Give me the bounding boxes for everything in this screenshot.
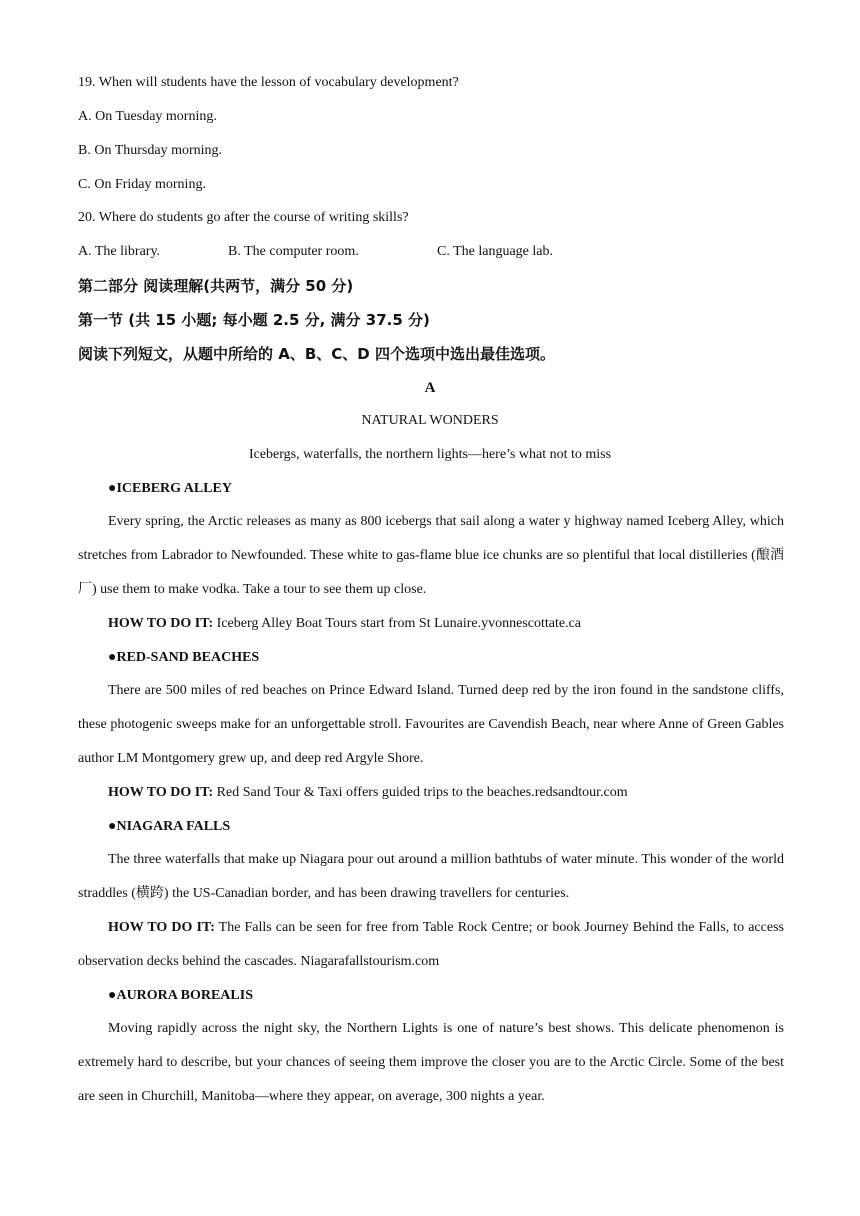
section-body: Moving rapidly across the night sky, the Northern Lights is one of nature’s best shows. This delicate phenomenon is extremely hard to describe, but your chances of seeing them improve the closer you are to the Arctic Circle. Some of the best are seen in Churchill, Manitoba—where they appear, on average, 300 nights a year. [78, 1021, 784, 1104]
how-to-text: Iceberg Alley Boat Tours start from St Lunaire.yvonnescottate.ca [213, 616, 582, 631]
part2-title: 第二部分 阅读理解(共两节，满分 50 分) [78, 277, 354, 295]
passage-letter: A [424, 380, 436, 396]
how-to-label: HOW TO DO IT: [108, 785, 214, 800]
passage-title: NATURAL WONDERS [361, 413, 499, 428]
section-body: The three waterfalls that make up Niagara pour out around a million bathtubs of water minute. This wonder of the world straddles (横跨) the US-Canadian border, and has been drawing travellers for centuries. [78, 852, 784, 901]
how-to-text: The Falls can be seen for free from Table Rock Centre; or book Journey Behind the Falls, to access observation decks behind the cascades. Niagarafallstourism.com [78, 920, 784, 969]
question-19: 19. When will students have the lesson of vocabulary development? [78, 75, 459, 90]
section1-title: 第一节 (共 15 小题; 每小题 2.5 分, 满分 37.5 分) [78, 311, 430, 329]
section-heading: ●AURORA BOREALIS [108, 988, 253, 1003]
section-body: Every spring, the Arctic releases as many as 800 icebergs that sail along a water y highway named Iceberg Alley, which stretches from Labrador to Newfounded. These white to gas-flame blue ice chunks are so plentiful that local distilleries (酿酒厂) use them to make vodka. Take a tour to see them up close. [78, 514, 784, 597]
how-to-line [78, 911, 784, 979]
how-to-label: HOW TO DO IT: [108, 920, 215, 935]
q19-option-c: C. On Friday morning. [78, 177, 206, 192]
question-20: 20. Where do students go after the course of writing skills? [78, 210, 409, 225]
how-to-line [78, 607, 784, 641]
section-heading: ●NIAGARA FALLS [108, 819, 231, 834]
section-body: There are 500 miles of red beaches on Prince Edward Island. Turned deep red by the iron found in the sandstone cliffs, these photogenic sweeps make for an unforgettable stroll. Favourites are Cavendish Beach, near where Anne of Green Gables author LM Montgomery grew up, and deep red Argyle Shore. [78, 683, 784, 766]
instruction: 阅读下列短文，从题中所给的 A、B、C、D 四个选项中选出最佳选项。 [78, 345, 555, 363]
how-to-text: Red Sand Tour & Taxi offers guided trips to the beaches.redsandtour.com [213, 785, 628, 800]
q20-options [78, 242, 553, 262]
how-to-line [78, 776, 784, 810]
passage-subtitle: Icebergs, waterfalls, the northern lights—here’s what not to miss [248, 447, 612, 462]
q19-option-a: A. On Tuesday morning. [78, 109, 217, 124]
section-heading: ●ICEBERG ALLEY [108, 481, 232, 496]
q20-option-c: C. The language lab. [437, 244, 553, 259]
q20-option-a: A. The library. [78, 244, 161, 259]
section-heading: ●RED-SAND BEACHES [108, 650, 260, 665]
how-to-label: HOW TO DO IT: [108, 616, 214, 631]
q19-option-b: B. On Thursday morning. [78, 143, 223, 158]
q20-option-b: B. The computer room. [228, 244, 359, 259]
